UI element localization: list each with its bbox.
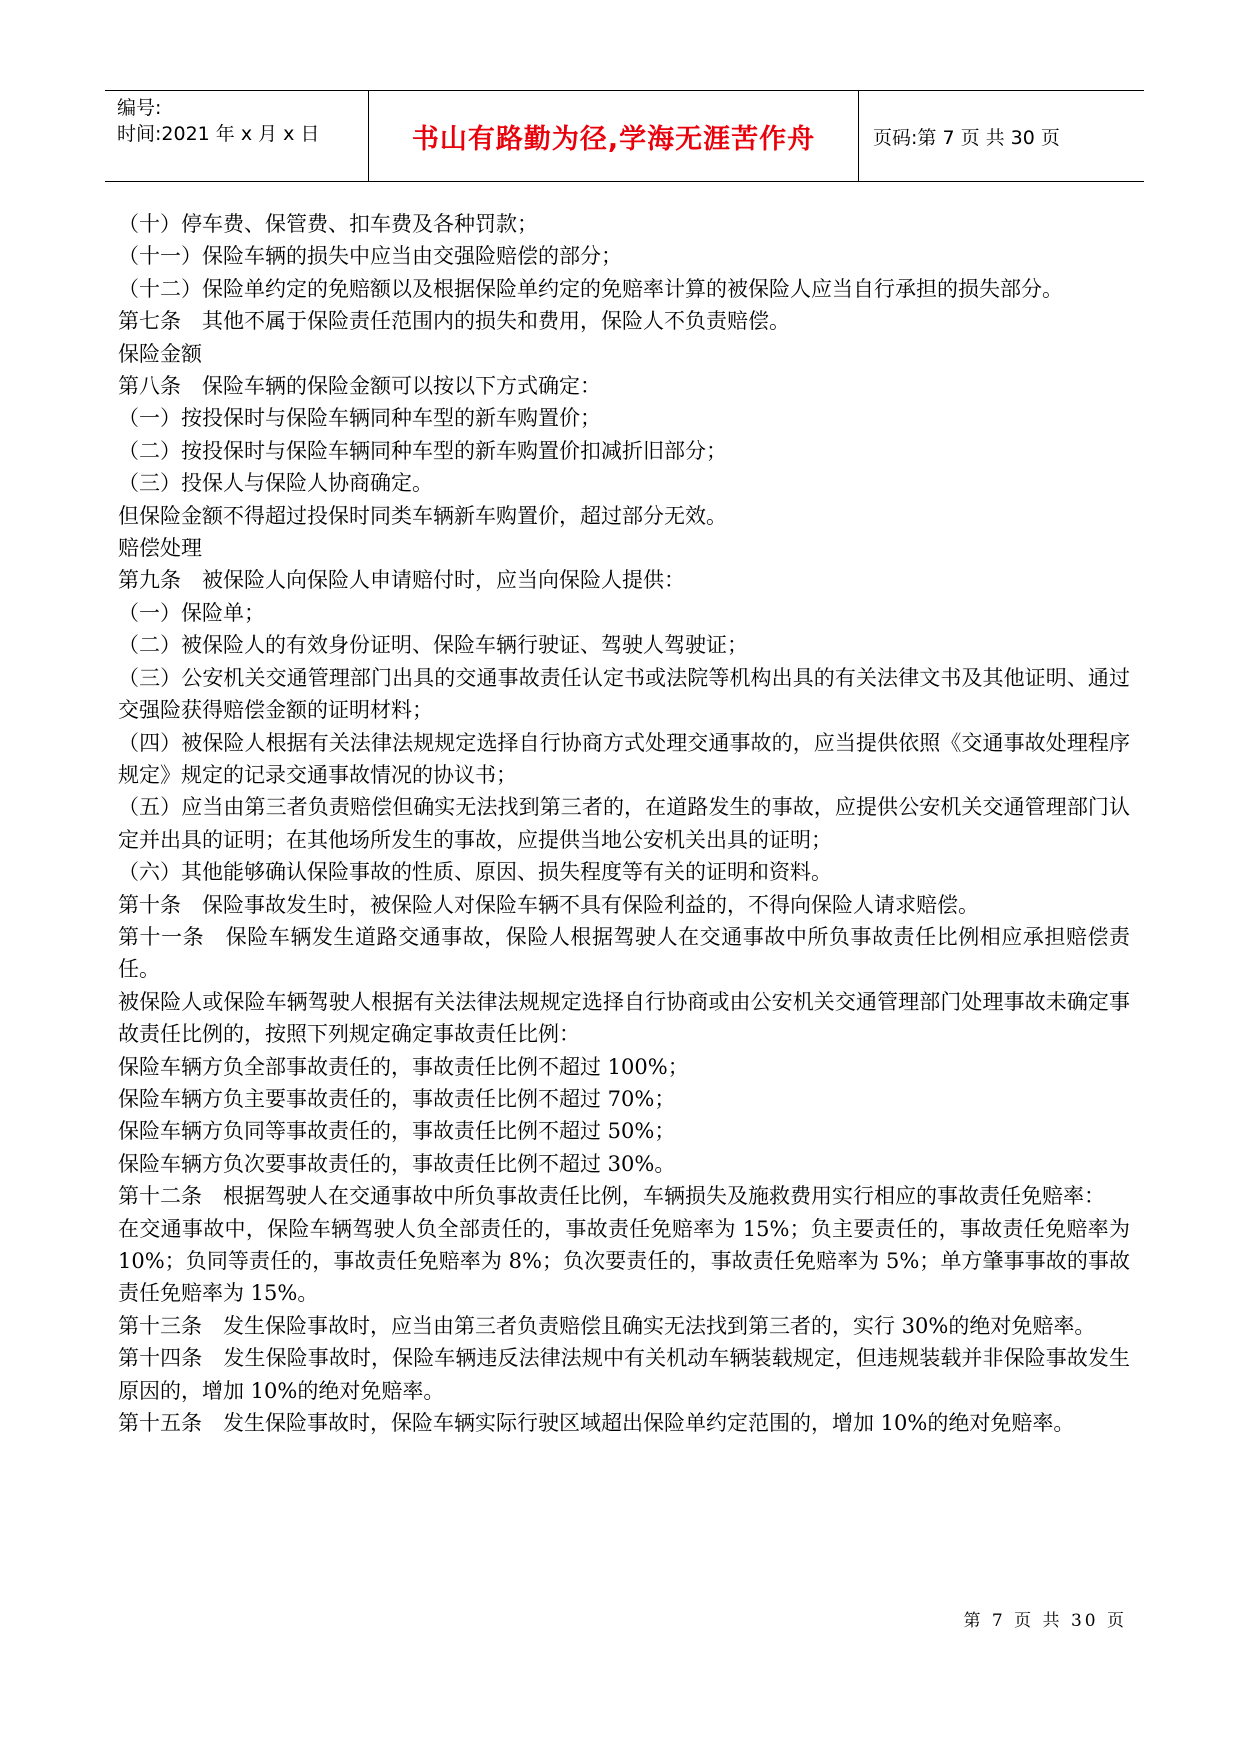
header-page-number: 页码:第 7 页 共 30 页: [873, 126, 1060, 149]
section-heading: 保险金额: [118, 341, 202, 366]
page-footer: 第 7 页 共 30 页: [963, 1611, 1127, 1631]
paragraph: 第九条 被保险人向保险人申请赔付时，应当向保险人提供：: [118, 568, 685, 593]
paragraph: （六）其他能够确认保险事故的性质、原因、损失程度等有关的证明和资料。: [118, 860, 832, 885]
document-number-label: 编号:: [117, 97, 162, 119]
paragraph: （十一）保险车辆的损失中应当由交强险赔偿的部分；: [118, 244, 622, 269]
paragraph: 第十三条 发生保险事故时，应当由第三者负责赔偿且确实无法找到第三者的，实行 30%的绝对免赔率。: [118, 1313, 1096, 1338]
document-time-label: 时间:2021 年 x 月 x 日: [117, 123, 320, 145]
paragraph: 第十四条 发生保险事故时，保险车辆违反法律法规中有关机动车辆装载规定，但违规装载并非保险事故发生原因的，增加 10%的绝对免赔率。: [118, 1346, 1130, 1403]
paragraph: 第十二条 根据驾驶人在交通事故中所负事故责任比例，车辆损失及施救费用实行相应的事故责任免赔率：: [118, 1184, 1105, 1209]
paragraph: （三）公安机关交通管理部门出具的交通事故责任认定书或法院等机构出具的有关法律文书及其他证明、通过交强险获得赔偿金额的证明材料；: [118, 665, 1130, 723]
section-heading: 赔偿处理: [118, 536, 202, 561]
paragraph: （四）被保险人根据有关法律法规规定选择自行协商方式处理交通事故的，应当提供依照《交通事故处理程序规定》规定的记录交通事故情况的协议书；: [118, 730, 1130, 787]
paragraph: 保险车辆方负主要事故责任的，事故责任比例不超过 70%；: [118, 1086, 676, 1111]
paragraph: 第七条 其他不属于保险责任范围内的损失和费用，保险人不负责赔偿。: [118, 309, 790, 334]
paragraph: （二）被保险人的有效身份证明、保险车辆行驶证、驾驶人驾驶证；: [118, 633, 748, 658]
header-meta: [105, 91, 369, 181]
paragraph: （一）按投保时与保险车辆同种车型的新车购置价；: [118, 406, 601, 431]
paragraph: （一）保险单；: [118, 600, 265, 625]
paragraph: 第十条 保险事故发生时，被保险人对保险车辆不具有保险利益的，不得向保险人请求赔偿。: [118, 892, 979, 917]
paragraph: （三）投保人与保险人协商确定。: [118, 471, 433, 496]
paragraph: 第八条 保险车辆的保险金额可以按以下方式确定：: [118, 374, 601, 399]
paragraph: 保险车辆方负次要事故责任的，事故责任比例不超过 30%。: [118, 1151, 676, 1176]
paragraph: 但保险金额不得超过投保时同类车辆新车购置价，超过部分无效。: [118, 503, 727, 528]
paragraph: 保险车辆方负全部事故责任的，事故责任比例不超过 100%；: [118, 1054, 689, 1079]
page-header: [105, 90, 1144, 182]
paragraph: （五）应当由第三者负责赔偿但确实无法找到第三者的，在道路发生的事故，应提供公安机关交通管理部门认定并出具的证明；在其他场所发生的事故，应提供当地公安机关出具的证明；: [118, 795, 1130, 852]
paragraph: （二）按投保时与保险车辆同种车型的新车购置价扣减折旧部分；: [118, 438, 727, 463]
paragraph: 第十一条 保险车辆发生道路交通事故，保险人根据驾驶人在交通事故中所负事故责任比例相应承担赔偿责任。: [118, 924, 1130, 982]
document-body: [118, 208, 1130, 1439]
paragraph: 被保险人或保险车辆驾驶人根据有关法律法规规定选择自行协商或由公安机关交通管理部门处理事故未确定事故责任比例的，按照下列规定确定事故责任比例：: [118, 989, 1130, 1047]
header-motto: 书山有路勤为径,学海无涯苦作舟: [369, 91, 859, 181]
paragraph: （十）停车费、保管费、扣车费及各种罚款；: [118, 212, 538, 236]
paragraph: 在交通事故中，保险车辆驾驶人负全部责任的，事故责任免赔率为 15%；负主要责任的，事故责任免赔率为 10%；负同等责任的，事故责任免赔率为 8%；负次要责任的，事故责任免赔率为 5%；单方肇事事故的事故责任免赔率为 15%。: [118, 1216, 1130, 1306]
paragraph: （十二）保险单约定的免赔额以及根据保险单约定的免赔率计算的被保险人应当自行承担的损失部分。: [118, 276, 1063, 301]
paragraph: 第十五条 发生保险事故时，保险车辆实际行驶区域超出保险单约定范围的，增加 10%的绝对免赔率。: [118, 1411, 1075, 1436]
paragraph: 保险车辆方负同等事故责任的，事故责任比例不超过 50%；: [118, 1119, 676, 1144]
